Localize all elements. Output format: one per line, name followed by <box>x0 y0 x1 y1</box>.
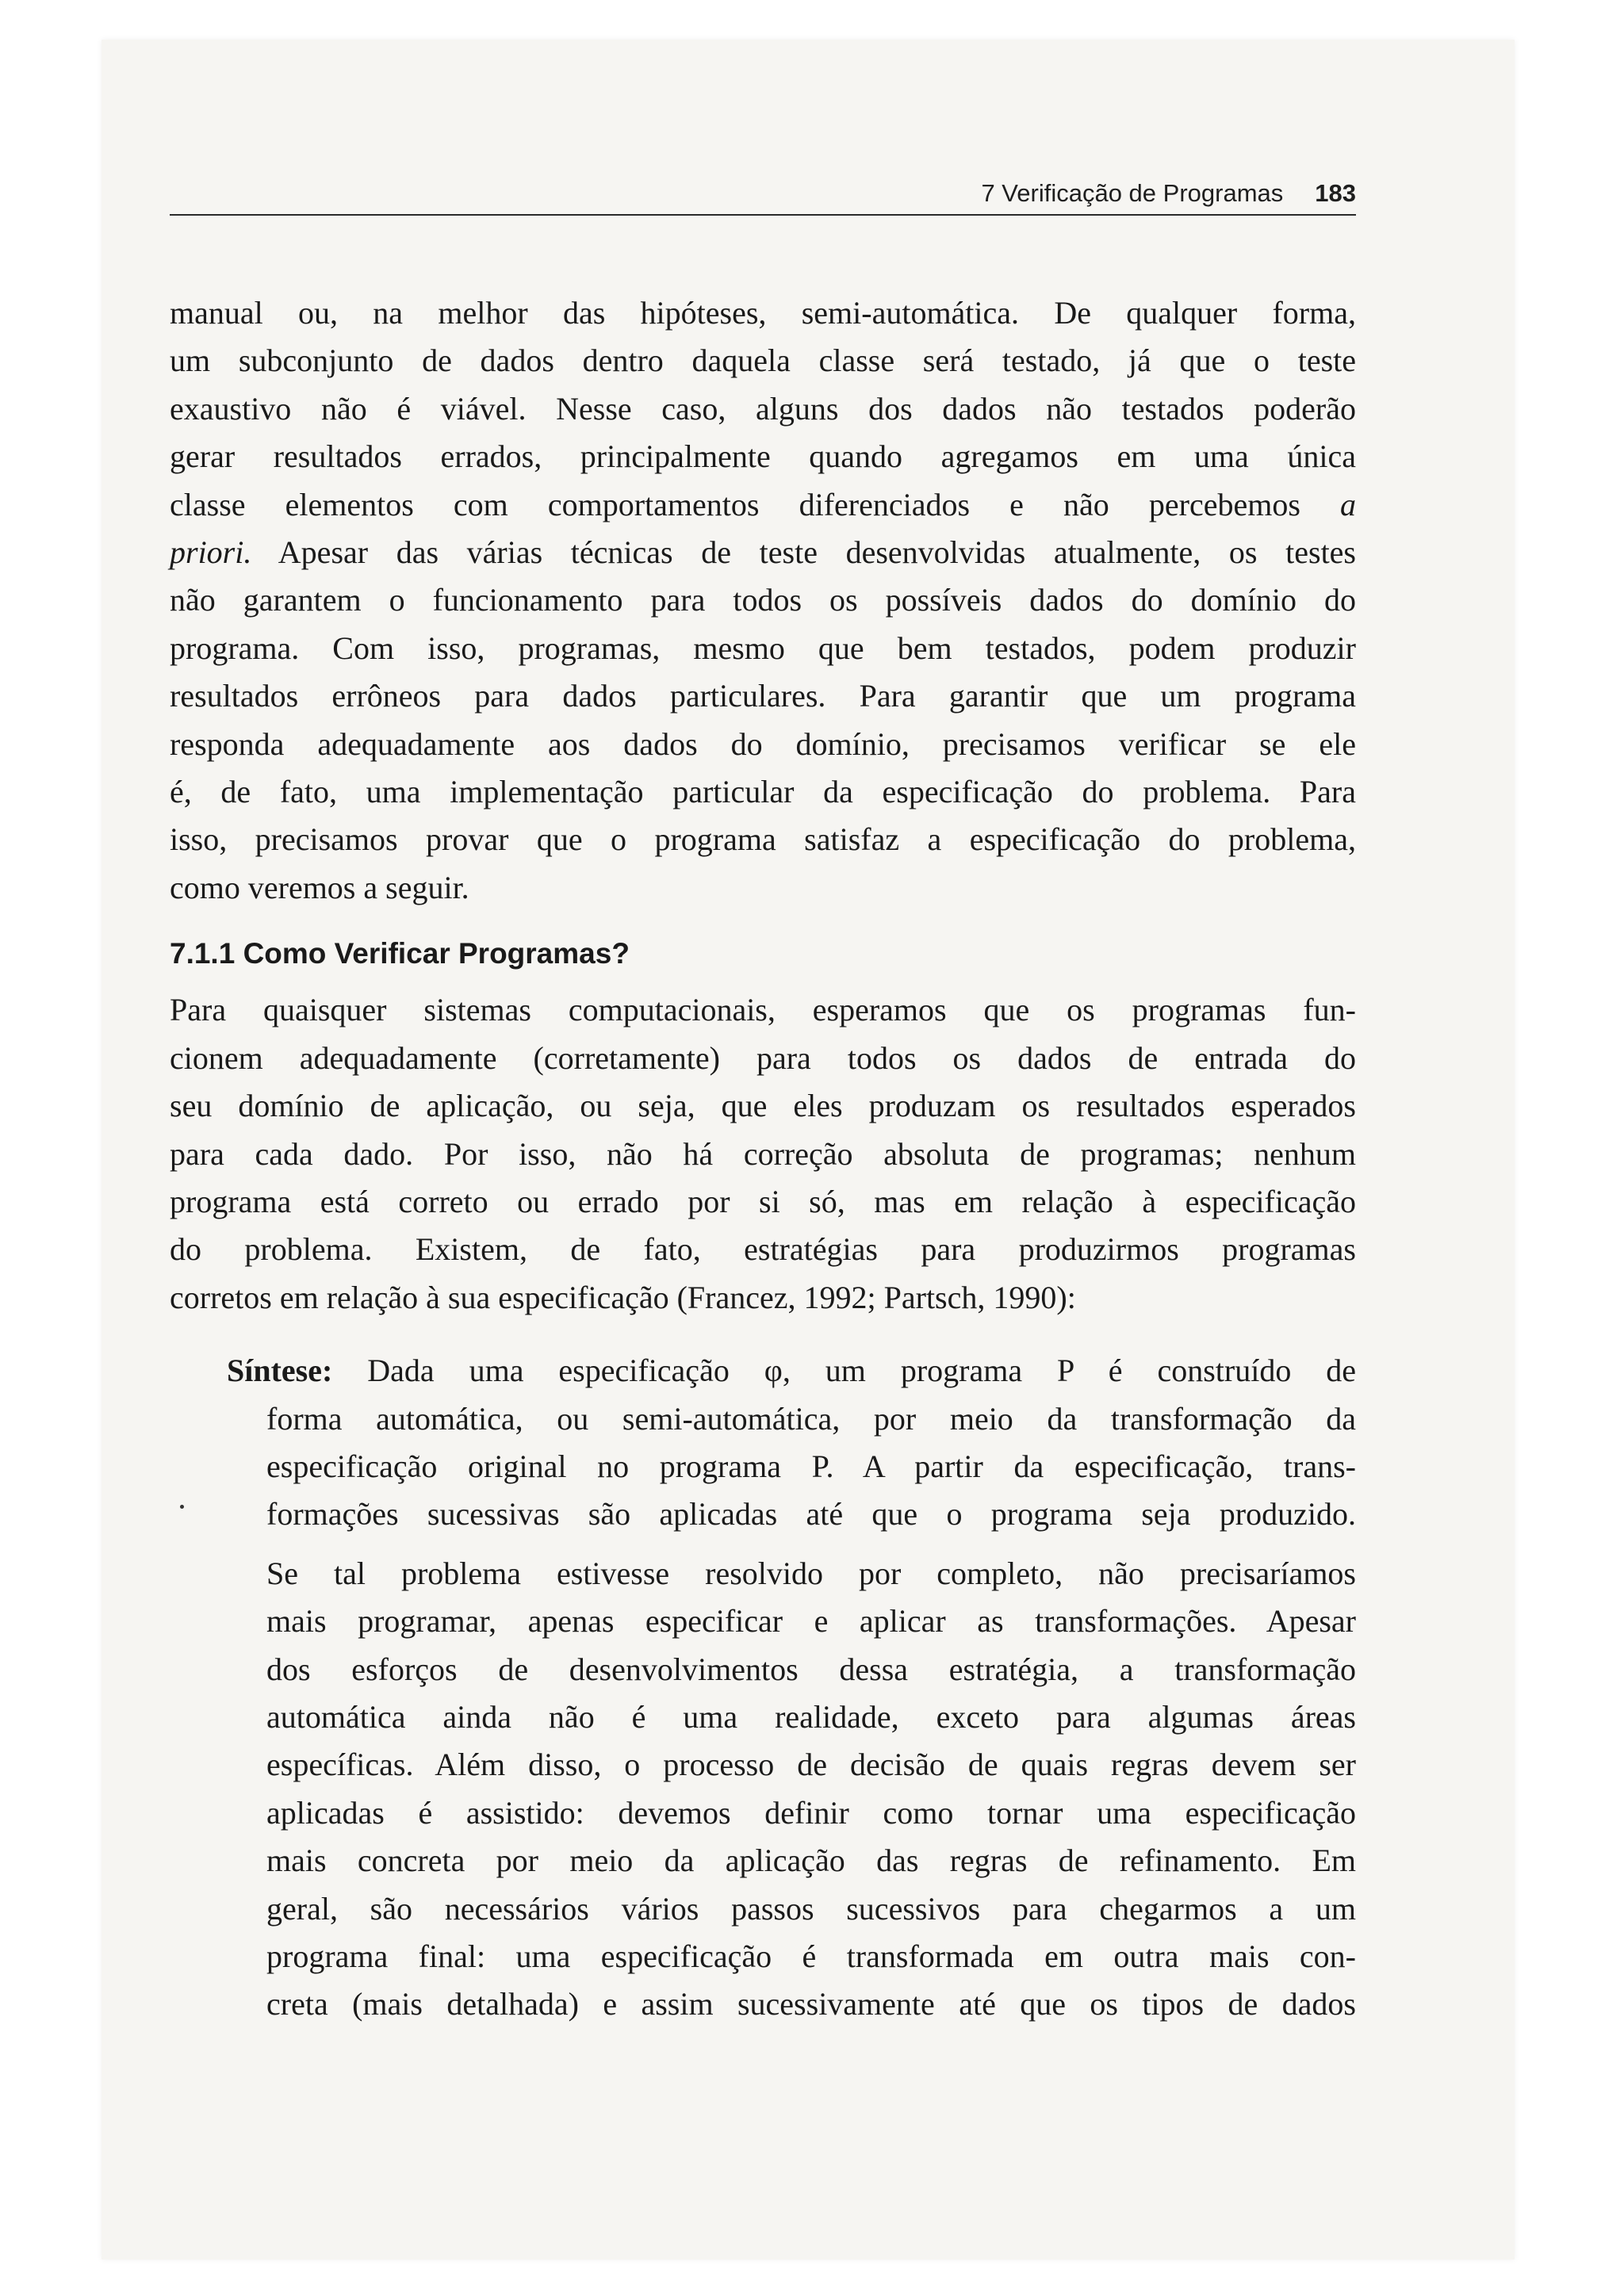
text-line: creta (mais detalhada) e assim sucessivamente até que os tipos de dados <box>266 1986 1356 2022</box>
text-line: aplicadas é assistido: devemos definir como tornar uma especificação <box>266 1794 1356 1831</box>
text-line: responda adequadamente aos dados do domínio, precisamos verificar se ele <box>170 725 1356 762</box>
text-line: programa está correto ou errado por si só, mas em relação à especificação <box>170 1183 1356 1219</box>
text-line: gerar resultados errados, principalmente quando agregamos em uma única <box>170 438 1356 475</box>
text-line: como veremos a seguir. <box>170 869 469 905</box>
text-line <box>170 529 1356 576</box>
text-line: é, de fato, uma implementação particular da especificação do problema. Para <box>170 774 1356 810</box>
text-line: cionem adequadamente (corretamente) para todos os dados de entrada do <box>170 1039 1356 1076</box>
text-line: manual ou, na melhor das hipóteses, semi-automática. De qualquer forma, <box>170 295 1356 331</box>
text-line: formações sucessivas são aplicadas até que o programa seja produzido. <box>266 1496 1356 1533</box>
sintese-definition <box>170 1347 1356 1539</box>
text-line: programa. Com isso, programas, mesmo que bem testados, podem produzir <box>170 629 1356 666</box>
text-line: mais concreta por meio da aplicação das regras de refinamento. Em <box>266 1843 1356 1879</box>
text-segment: classe elementos com comportamentos diferenciados e não percebemos <box>170 486 1300 522</box>
section-heading: 7.1.1 Como Verificar Programas? <box>170 937 630 970</box>
text-line: um subconjunto de dados dentro daquela classe será testado, já que o teste <box>170 342 1356 379</box>
paragraph-3 <box>170 1550 1356 2029</box>
paragraph-2 <box>170 986 1356 1322</box>
text-line: do problema. Existem, de fato, estratégias para produzirmos programas <box>170 1231 1356 1268</box>
text-line: dos esforços de desenvolvimentos dessa estratégia, a transformação <box>266 1651 1356 1687</box>
paragraph-1 <box>170 289 1356 912</box>
text-line: específicas. Além disso, o processo de decisão de quais regras devem ser <box>266 1747 1356 1783</box>
text-line: corretos em relação à sua especificação (Francez, 1992; Partsch, 1990): <box>170 1279 1076 1315</box>
text-line: automática ainda não é uma realidade, exceto para algumas áreas <box>266 1698 1356 1735</box>
text-line: resultados errôneos para dados particulares. Para garantir que um programa <box>170 678 1356 714</box>
text-line: não garantem o funcionamento para todos os possíveis dados do domínio do <box>170 582 1356 618</box>
text-line: geral, são necessários vários passos sucessivos para chegarmos a um <box>266 1890 1356 1927</box>
text-line <box>170 481 1356 529</box>
text-segment: Apesar das várias técnicas de teste desenvolvidas atualmente, os testes <box>278 534 1357 571</box>
running-header <box>170 173 1356 216</box>
text-line: Para quaisquer sistemas computacionais, esperamos que os programas fun- <box>170 992 1356 1028</box>
text-line: exaustivo não é viável. Nesse caso, alguns dos dados não testados poderão <box>170 390 1356 427</box>
text-line: isso, precisamos provar que o programa satisfaz a especificação do problema, <box>170 821 1356 858</box>
chapter-title: 7 Verificação de Programas <box>981 179 1284 207</box>
text-line: programa final: uma especificação é transformada em outra mais con- <box>266 1938 1356 1974</box>
body-text <box>170 289 1356 2029</box>
text-line: seu domínio de aplicação, ou seja, que eles produzam os resultados esperados <box>170 1088 1356 1124</box>
italic-text: priori. <box>170 534 252 571</box>
text-line: forma automática, ou semi-automática, por meio da transformação da <box>266 1400 1356 1437</box>
definition-term: Síntese: <box>227 1353 333 1389</box>
italic-text: a <box>1340 486 1356 522</box>
text-line: mais programar, apenas especificar e aplicar as transformações. Apesar <box>266 1603 1356 1640</box>
text-line <box>170 1347 1356 1395</box>
text-line: especificação original no programa P. A partir da especificação, trans- <box>266 1448 1356 1484</box>
text-line: para cada dado. Por isso, não há correção absoluta de programas; nenhum <box>170 1135 1356 1172</box>
text-segment: Dada uma especificação φ, um programa P é construído de <box>367 1353 1357 1389</box>
page-number: 183 <box>1315 179 1356 207</box>
text-line: Se tal problema estivesse resolvido por completo, não precisaríamos <box>266 1555 1356 1591</box>
